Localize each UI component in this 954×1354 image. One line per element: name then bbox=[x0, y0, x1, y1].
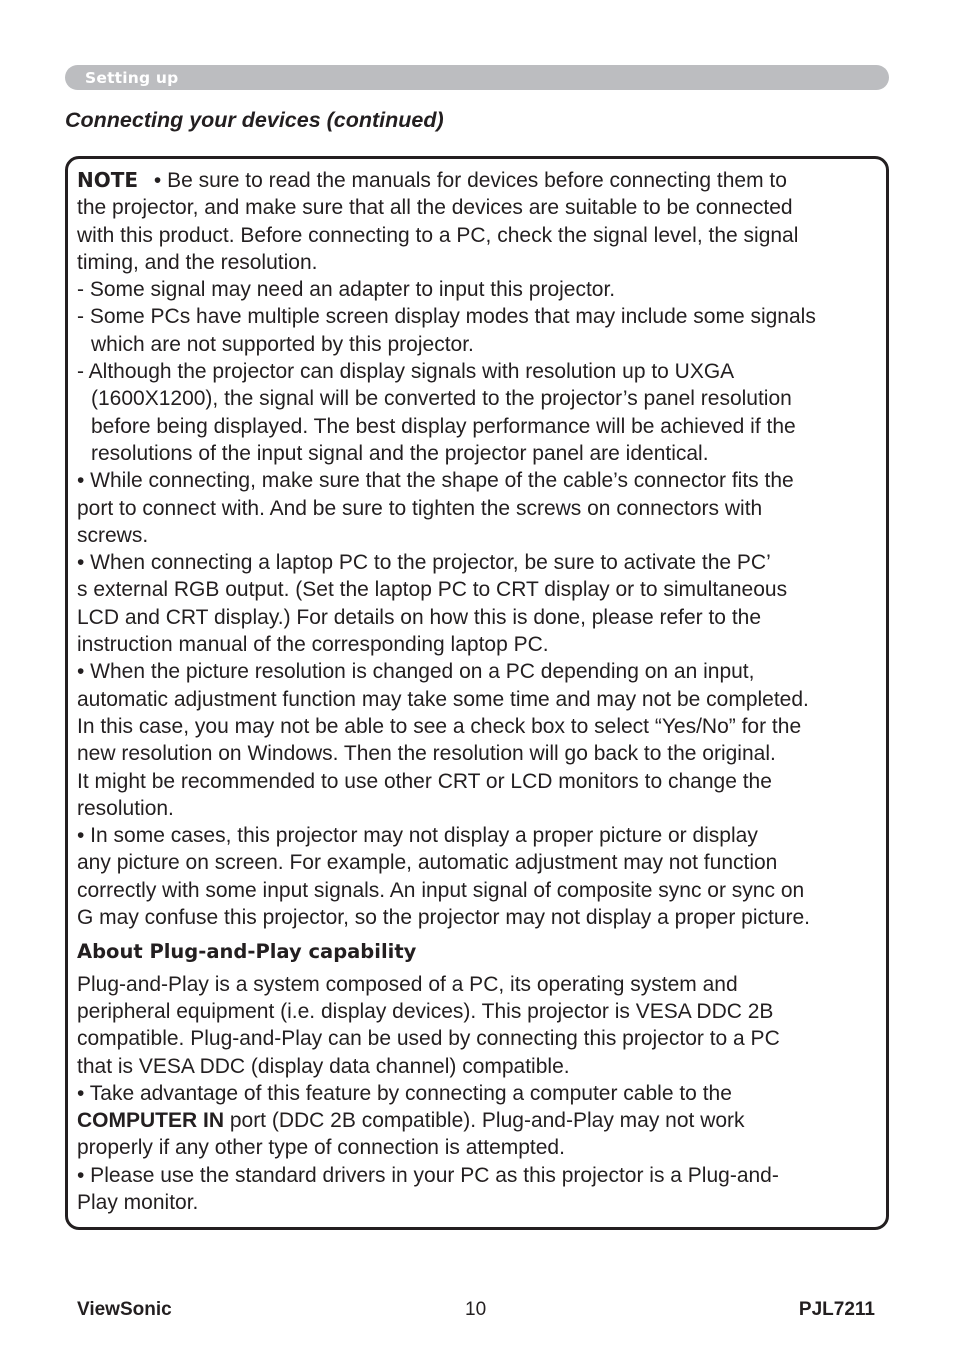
note-line: resolutions of the input signal and the projector panel are identical. bbox=[91, 441, 709, 465]
note-line: In this case, you may not be able to see a check box to select “Yes/No” for the bbox=[77, 714, 802, 738]
note-line: before being displayed. The best display performance will be achieved if the bbox=[91, 414, 796, 438]
note-line: - Although the projector can display signals with resolution up to UXGA bbox=[77, 360, 735, 384]
note-line: • While connecting, make sure that the shape of the cable’s connector fits the bbox=[77, 469, 794, 493]
note-line: correctly with some input signals. An input signal of composite sync or sync on bbox=[77, 878, 805, 902]
note-line: • When the picture resolution is changed on a PC depending on an input, bbox=[77, 660, 755, 684]
note-label: NOTE bbox=[77, 168, 139, 192]
pnp-line: Play monitor. bbox=[77, 1190, 199, 1214]
footer-page-number: 10 bbox=[465, 1299, 487, 1320]
pnp-line: peripheral equipment (i.e. display devices). This projector is VESA DDC 2B bbox=[77, 999, 774, 1023]
pnp-heading: About Plug-and-Play capability bbox=[77, 940, 417, 964]
note-line: G may confuse this projector, so the projector may not display a proper picture. bbox=[77, 906, 811, 930]
note-line: - Some signal may need an adapter to input this projector. bbox=[77, 278, 616, 302]
note-line: s external RGB output. (Set the laptop PC to CRT display or to simultaneous bbox=[77, 578, 788, 602]
pnp-line: • Take advantage of this feature by connecting a computer cable to the bbox=[77, 1081, 732, 1105]
pnp-line: properly if any other type of connection is attempted. bbox=[77, 1136, 565, 1160]
note-line: which are not supported by this projector. bbox=[91, 332, 474, 356]
note-line: with this product. Before connecting to a PC, check the signal level, the signal bbox=[77, 223, 799, 247]
pnp-line: COMPUTER IN port (DDC 2B compatible). Plug-and-Play may not work bbox=[77, 1109, 745, 1133]
note-line: resolution. bbox=[77, 796, 174, 820]
section-header-label: Setting up bbox=[85, 69, 179, 87]
note-line: • In some cases, this projector may not display a proper picture or display bbox=[77, 824, 758, 848]
pnp-line: Plug-and-Play is a system composed of a PC, its operating system and bbox=[77, 972, 738, 996]
note-line: port to connect with. And be sure to tighten the screws on connectors with bbox=[77, 496, 763, 520]
note-line: screws. bbox=[77, 523, 149, 547]
note-line: NOTE • Be sure to read the manuals for devices before connecting them to bbox=[77, 168, 787, 192]
pnp-line: that is VESA DDC (display data channel) compatible. bbox=[77, 1054, 570, 1078]
note-line: • When connecting a laptop PC to the projector, be sure to activate the PC’ bbox=[77, 551, 771, 575]
note-line: the projector, and make sure that all the devices are suitable to be connected bbox=[77, 196, 793, 220]
note-line: It might be recommended to use other CRT or LCD monitors to change the bbox=[77, 769, 772, 793]
note-line: LCD and CRT display.) For details on how this is done, please refer to the bbox=[77, 605, 762, 629]
note-line: automatic adjustment function may take some time and may not be completed. bbox=[77, 687, 809, 711]
note-line: (1600X1200), the signal will be converted to the projector’s panel resolution bbox=[91, 387, 792, 411]
pnp-line: • Please use the standard drivers in your PC as this projector is a Plug-and- bbox=[77, 1163, 779, 1187]
computer-in-port-label: COMPUTER IN bbox=[77, 1109, 224, 1133]
footer-brand: ViewSonic bbox=[77, 1299, 172, 1320]
note-line: - Some PCs have multiple screen display modes that may include some signals bbox=[77, 305, 816, 329]
note-line: timing, and the resolution. bbox=[77, 250, 318, 274]
section-header-bar bbox=[65, 65, 889, 90]
note-line: any picture on screen. For example, automatic adjustment may not function bbox=[77, 851, 778, 875]
note-body bbox=[77, 167, 882, 1216]
note-line: instruction manual of the corresponding laptop PC. bbox=[77, 633, 549, 657]
note-line: new resolution on Windows. Then the resolution will go back to the original. bbox=[77, 742, 776, 766]
footer-model: PJL7211 bbox=[798, 1299, 875, 1320]
page-section-title: Connecting your devices (continued) bbox=[65, 108, 444, 132]
pnp-line: compatible. Plug-and-Play can be used by connecting this projector to a PC bbox=[77, 1027, 780, 1051]
